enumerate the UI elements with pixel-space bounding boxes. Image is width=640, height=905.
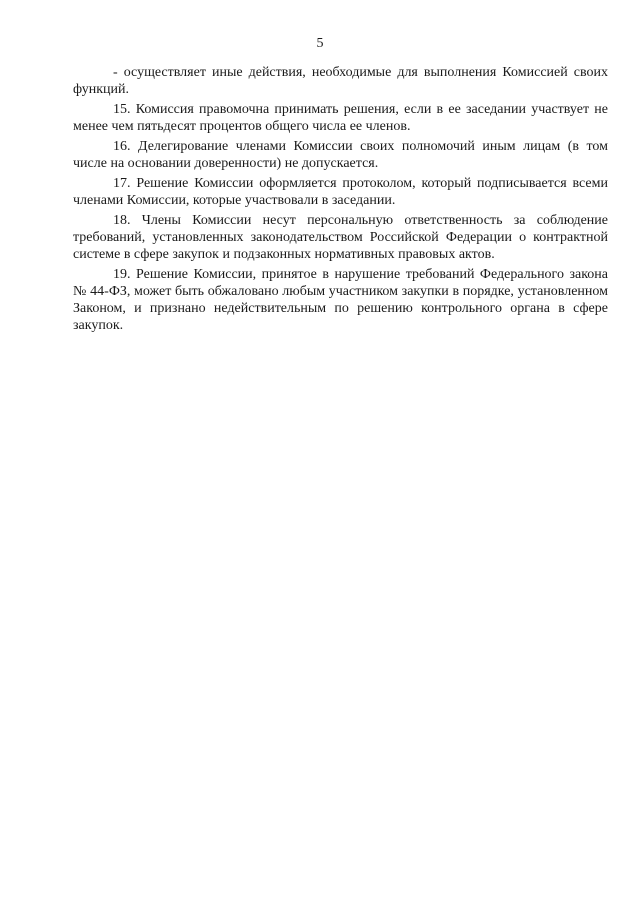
paragraph-15-quorum: 15. Комиссия правомочна принимать решения, если в ее заседании участвует не менее чем пятьдесят процентов общего числа ее членов. [73, 102, 608, 134]
page-number: 5 [316, 36, 324, 51]
paragraph-16-delegation: 16. Делегирование членами Комиссии своих полномочий иным лицам (в том числе на основании доверенности) не допускается. [73, 139, 608, 171]
document-body [73, 64, 608, 334]
paragraph-19-appeal: 19. Решение Комиссии, принятое в нарушение требований Федерального закона № 44-ФЗ, может быть обжаловано любым участником закупки в порядке, установленном Законом, и признано недействительным по решению контрольного органа в сфере закупок. [73, 267, 608, 333]
paragraph-other-actions: - осуществляет иные действия, необходимые для выполнения Комиссией своих функций. [73, 65, 608, 97]
paragraph-17-protocol: 17. Решение Комиссии оформляется протоколом, который подписывается всеми членами Комиссии, которые участвовали в заседании. [73, 176, 608, 208]
paragraph-18-responsibility: 18. Члены Комиссии несут персональную ответственность за соблюдение требований, установленных законодательством Российской Федерации о контрактной системе в сфере закупок и подзаконных нормативных правовых актов. [73, 213, 608, 262]
